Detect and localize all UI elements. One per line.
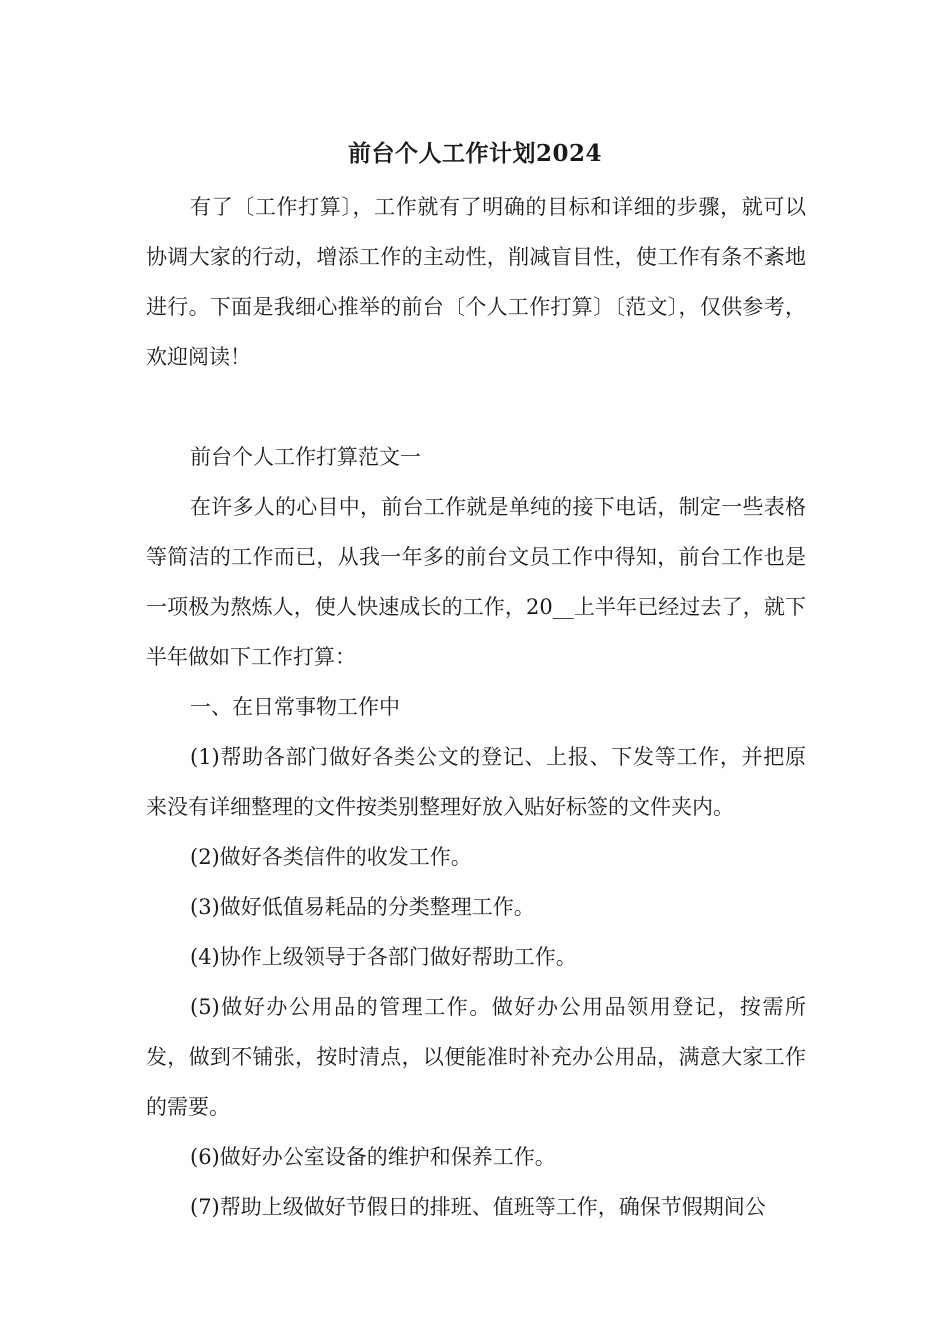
list-item: (1)帮助各部门做好各类公文的登记、上报、下发等工作，并把原来没有详细整理的文件按类别整理好放入贴好标签的文件夹内。 bbox=[146, 745, 806, 819]
list-item: (2)做好各类信件的收发工作。 bbox=[190, 845, 472, 869]
list-item: (3)做好低值易耗品的分类整理工作。 bbox=[190, 895, 535, 919]
list-item: (4)协作上级领导于各部门做好帮助工作。 bbox=[190, 945, 577, 969]
section-heading: 前台个人工作打算范文一 bbox=[190, 445, 421, 469]
list-item: (6)做好办公室设备的维护和保养工作。 bbox=[190, 1145, 556, 1169]
body-paragraph: 在许多人的心目中，前台工作就是单纯的接下电话，制定一些表格等简洁的工作而已，从我一年多的前台文员工作中得知，前台工作也是一项极为熬炼人，使人快速成长的工作，20__上半年已经过去了，就下半年做如下工作打算： bbox=[146, 495, 806, 669]
intro-paragraph: 有了〔工作打算〕，工作就有了明确的目标和详细的步骤，就可以协调大家的行动，增添工作的主动性，削减盲目性，使工作有条不紊地进行。下面是我细心推举的前台〔个人工作打算〕〔范文〕，仅供参考，欢迎阅读！ bbox=[146, 195, 806, 369]
paragraph-spacer bbox=[146, 382, 806, 432]
document-body bbox=[146, 182, 806, 1232]
list-item: (7)帮助上级做好节假日的排班、值班等工作，确保节假期间公 bbox=[190, 1195, 766, 1219]
list-item: (5)做好办公用品的管理工作。做好办公用品领用登记，按需所发，做到不铺张，按时清点，以便能准时补充办公用品，满意大家工作的需要。 bbox=[146, 995, 806, 1119]
subsection-heading: 一、在日常事物工作中 bbox=[190, 695, 400, 719]
document-title: 前台个人工作计划2024 bbox=[347, 140, 602, 167]
